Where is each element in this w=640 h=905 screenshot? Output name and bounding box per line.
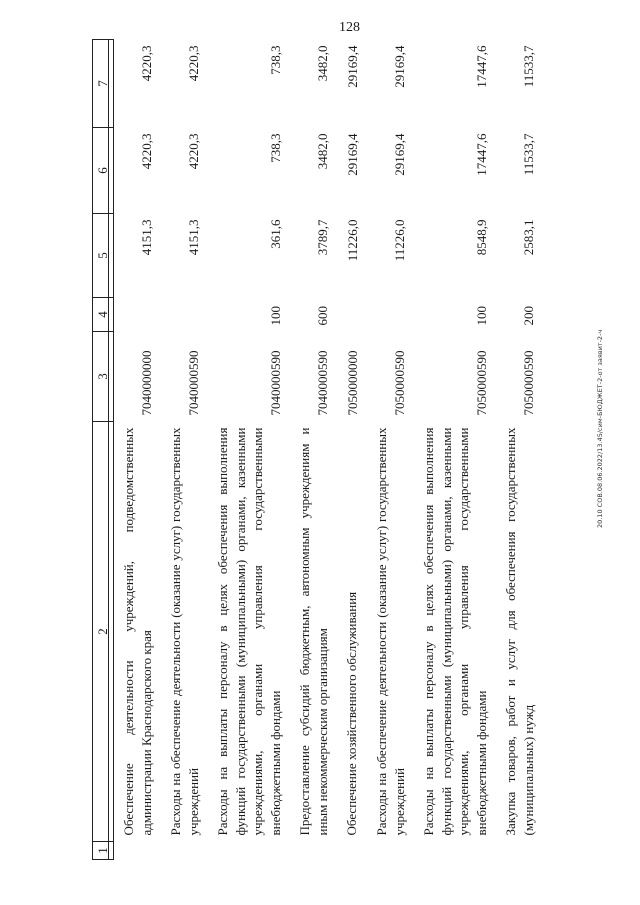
row-value-col7: 3482,0 (315, 45, 331, 82)
row-code: 7050000590 (392, 350, 408, 416)
row-value-col5: 4151,3 (139, 219, 155, 256)
row-code: 7040000590 (315, 350, 331, 416)
row-value-col7: 4220,3 (139, 45, 155, 82)
row-expense-type (161, 298, 208, 332)
row-number (290, 842, 337, 860)
row-value-col5: 3789,7 (315, 219, 331, 256)
header-col-2: 2 (93, 422, 114, 842)
row-name: Расходы на обеспечение деятельности (оказание услуг) государственных учреждений (374, 427, 407, 836)
row-value-col6: 738,3 (268, 133, 284, 163)
row-name: Обеспечение хозяйственного обслуживания (344, 591, 360, 836)
row-expense-type (337, 298, 367, 332)
header-col-4: 4 (93, 298, 114, 332)
row-value-col6: 3482,0 (315, 133, 331, 170)
table-row (208, 40, 290, 860)
row-name: Предоставление субсидий бюджетным, автономным учреждениям и иным некоммерческим организациям (297, 427, 330, 836)
row-number (496, 842, 543, 860)
row-name: Расходы на обеспечение деятельности (оказание услуг) государственных учреждений (168, 427, 201, 836)
row-value-col5: 11226,0 (345, 219, 361, 262)
row-expense-type: 100 (474, 306, 490, 326)
row-code: 7050000590 (474, 350, 490, 416)
row-name: Закупка товаров, работ и услуг для обеспечения государственных (муниципальных) нужд (503, 427, 536, 836)
header-row (93, 40, 114, 860)
table-row (290, 40, 337, 860)
document-stamp: 20.10 СОВ.08.06.2022/13.45/сим-БЮДЖЕТ-2-от заявит-2-ч (596, 329, 604, 528)
table-row (114, 40, 162, 860)
row-number (337, 842, 367, 860)
rotated-table-container (92, 40, 612, 860)
row-value-col5: 8548,9 (474, 219, 490, 256)
row-value-col6: 17447,6 (474, 133, 490, 176)
row-name: Обеспечение деятельности учреждений, подведомственных администрации Краснодарского края (121, 427, 154, 836)
row-code: 7040000590 (268, 350, 284, 416)
table-row (414, 40, 496, 860)
header-col-5: 5 (93, 214, 114, 298)
row-value-col7: 17447,6 (474, 45, 490, 88)
row-expense-type: 200 (521, 306, 537, 326)
row-value-col6: 4220,3 (139, 133, 155, 170)
row-number (114, 842, 162, 860)
row-number (208, 842, 290, 860)
row-value-col5: 361,6 (268, 219, 284, 249)
header-col-7: 7 (93, 40, 114, 128)
header-col-3: 3 (93, 332, 114, 422)
budget-table (92, 39, 543, 860)
table-row (367, 40, 414, 860)
header-col-6: 6 (93, 128, 114, 214)
table-row (337, 40, 367, 860)
row-code: 7050000590 (521, 350, 537, 416)
row-expense-type: 600 (315, 306, 331, 326)
row-code: 7040000000 (139, 350, 155, 416)
row-value-col6: 4220,3 (186, 133, 202, 170)
row-expense-type: 100 (268, 306, 284, 326)
row-name: Расходы на выплаты персоналу в целях обеспечения выполнения функций государственными (муниципальными) органами, казенными учреждениями, органами управления государственными внебюджетными фондами (421, 427, 489, 836)
row-code: 7050000000 (345, 350, 361, 416)
row-value-col7: 738,3 (268, 45, 284, 75)
table-row (496, 40, 543, 860)
row-name: Расходы на выплаты персоналу в целях обеспечения выполнения функций государственными (муниципальными) органами, казенными учреждениями, органами управления государственными внебюджетными фондами (215, 427, 283, 836)
row-value-col7: 29169,4 (392, 45, 408, 88)
row-value-col6: 29169,4 (345, 133, 361, 176)
row-number (161, 842, 208, 860)
row-value-col7: 29169,4 (345, 45, 361, 88)
row-expense-type (367, 298, 414, 332)
row-value-col7: 11533,7 (521, 45, 537, 88)
row-value-col5: 4151,3 (186, 219, 202, 256)
page-number: 128 (339, 20, 360, 35)
row-value-col7: 4220,3 (186, 45, 202, 82)
row-number (414, 842, 496, 860)
row-value-col5: 11226,0 (392, 219, 408, 262)
header-col-1: 1 (93, 842, 114, 860)
row-expense-type (114, 298, 162, 332)
row-value-col6: 29169,4 (392, 133, 408, 176)
table-row (161, 40, 208, 860)
row-value-col5: 2583,1 (521, 219, 537, 256)
row-value-col6: 11533,7 (521, 133, 537, 176)
row-code: 7040000590 (186, 350, 202, 416)
row-number (367, 842, 414, 860)
